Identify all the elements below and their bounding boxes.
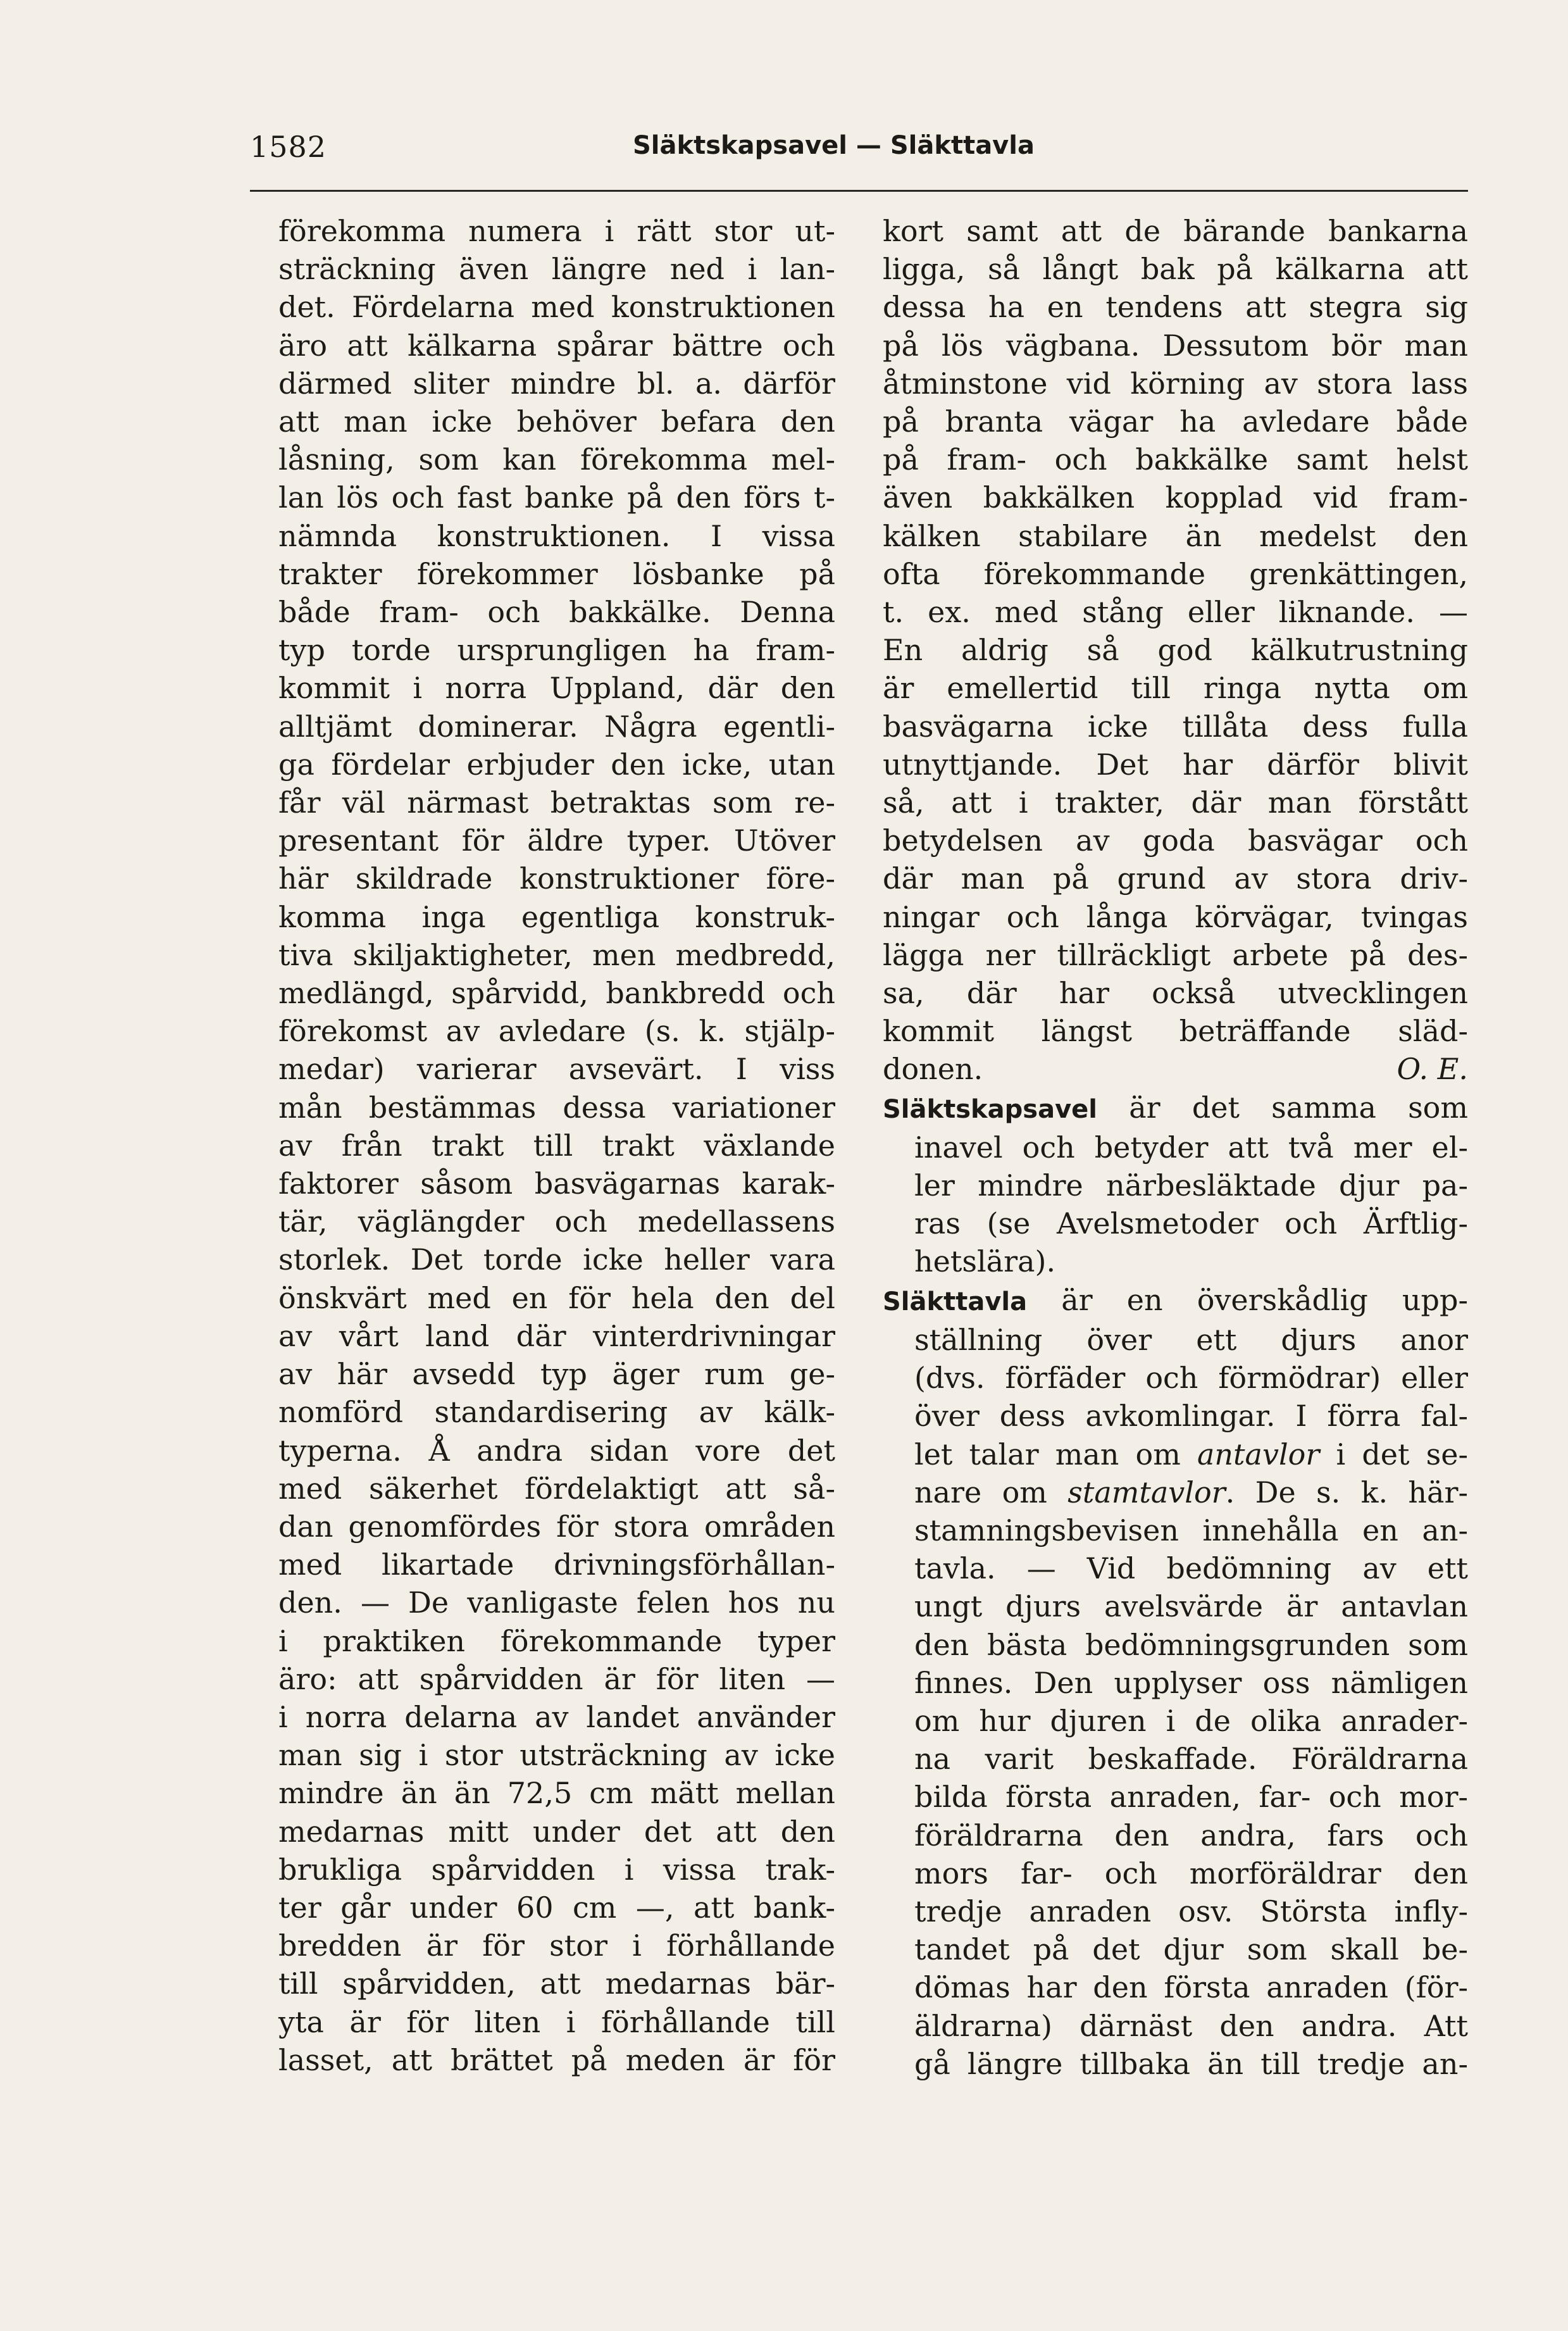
text-line: utnyttjande. Det har därför blivit [883,747,1468,782]
text-line: äldrarna) därnäst den andra. Att [914,2008,1468,2043]
left-column [278,212,835,2079]
text-line: föräldrarna den andra, fars och [914,1818,1468,1853]
header-rule [250,190,1468,192]
text-line: alltjämt dominerar. Några egentli- [278,709,835,744]
text-segment: . De s. k. här- [1225,1475,1468,1509]
text-line: (dvs. förfäder och förmödrar) eller [914,1361,1468,1396]
text-line: komma inga egentliga konstruk- [278,899,835,934]
text-line: även bakkälken kopplad vid fram- [883,480,1468,515]
text-line: får väl närmast betraktas som re- [278,785,835,820]
author-signature: O. E. [1397,1052,1468,1087]
text-line: gå längre tillbaka än till tredje an- [914,2046,1468,2081]
text-line: trakter förekommer lösbanke på [278,556,835,591]
italic-term: antavlor [1197,1437,1320,1472]
text-line: medar) varierar avsevärt. I viss [278,1052,835,1087]
text-line: äro att kälkarna spårar bättre och [278,328,835,363]
text-line: lasset, att brättet på meden är för [278,2042,835,2077]
text-line: av från trakt till trakt växlande [278,1128,835,1163]
text-line: av här avsedd typ äger rum ge- [278,1357,835,1392]
text-line [883,1473,1468,1511]
entry-slakttavla-first-line [883,1281,1468,1321]
text-line: på lös vägbana. Dessutom bör man [883,328,1468,363]
text-line: den. — De vanligaste felen hos nu [278,1585,835,1620]
entry-slaktskapsavel-first-line [883,1089,1468,1128]
text-line: med likartade drivningsförhållan- [278,1547,835,1582]
text-line: kälken stabilare än medelst den [883,518,1468,553]
headword-slaktskapsavel: Släktskapsavel [883,1094,1097,1124]
entry-text: är det samma som [1097,1090,1468,1125]
text-line: typerna. Å andra sidan vore det [278,1433,835,1468]
text-line: faktorer såsom basvägarnas karak- [278,1166,835,1201]
text-line: typ torde ursprungligen ha fram- [278,633,835,668]
text-line: önskvärt med en för hela den del [278,1280,835,1315]
text-line: hetslära). [914,1244,1056,1279]
text-line: na varit beskaffade. Föräldrarna [914,1742,1468,1777]
text-line: tavla. — Vid bedömning av ett [914,1551,1468,1586]
text-line: brukliga spårvidden i vissa trak- [278,1852,835,1887]
text-line: sa, där har också utvecklingen [883,976,1468,1011]
text-line: ligga, så långt bak på kälkarna att [883,252,1468,287]
text-line: det. Fördelarna med konstruktionen [278,290,835,325]
text-line: med säkerhet fördelaktigt att så- [278,1471,835,1506]
text-line: ter går under 60 cm —, att bank- [278,1890,835,1925]
text-line: den bästa bedömningsgrunden som [914,1627,1468,1662]
text-segment: let talar man om [914,1437,1197,1472]
text-line: kort samt att de bärande bankarna [883,214,1468,248]
text-line: t. ex. med stång eller liknande. — [883,595,1468,630]
text-line: av vårt land där vinterdrivningar [278,1318,835,1353]
text-line: ungt djurs avelsvärde är antavlan [914,1589,1468,1624]
text-line: dan genomfördes för stora områden [278,1509,835,1544]
text-line: ställning över ett djurs anor [914,1322,1468,1357]
text-line: medarnas mitt under det att den [278,1814,835,1849]
text-line [883,1435,1468,1473]
text-line: man sig i stor utsträckning av icke [278,1738,835,1773]
text-line: sträckning även längre ned i lan- [278,252,835,287]
text-line: bilda första anraden, far- och mor- [914,1780,1468,1815]
text-line: på branta vägar ha avledare både [883,404,1468,439]
text-line: ras (se Avelsmetoder och Ärftlig- [914,1206,1468,1241]
text-segment: nare om [914,1475,1068,1509]
text-line: mors far- och morföräldrar den [914,1856,1468,1890]
page-number: 1582 [250,130,327,164]
text-line [883,1050,1468,1088]
text-line: ofta förekommande grenkättingen, [883,556,1468,591]
text-line: En aldrig så god kälkutrustning [883,633,1468,668]
text-line: lägga ner tillräckligt arbete på des- [883,937,1468,972]
text-line: lan lös och fast banke på den förs t- [278,480,835,515]
text-line: där man på grund av stora driv- [883,861,1468,896]
text-line: mån bestämmas dessa variationer [278,1090,835,1125]
text-line: bredden är för stor i förhållande [278,1928,835,1963]
text-line: äro: att spårvidden är för liten — [278,1661,835,1696]
text-line: nomförd standardisering av kälk- [278,1395,835,1430]
text-line: dessa ha en tendens att stegra sig [883,290,1468,325]
text-line: ga fördelar erbjuder den icke, utan [278,747,835,782]
text-line: medlängd, spårvidd, bankbredd och [278,976,835,1011]
text-line: stamningsbevisen innehålla en an- [914,1513,1468,1547]
text-line: på fram- och bakkälke samt helst [883,442,1468,477]
headword-slakttavla: Släkttavla [883,1287,1028,1316]
text-line: kommit i norra Uppland, där den [278,671,835,706]
text-line: ningar och långa körvägar, tvingas [883,899,1468,934]
text-line: betydelsen av goda basvägar och [883,823,1468,858]
text-line: förekomma numera i rätt stor ut- [278,214,835,248]
text-line: åtminstone vid körning av stora lass [883,366,1468,401]
text-line: inavel och betyder att två mer el- [914,1130,1468,1165]
text-line: storlek. Det torde icke heller vara [278,1242,835,1277]
text-line: finnes. Den upplyser oss nämligen [914,1665,1468,1700]
text-line: över dess avkomlingar. I förra fal- [914,1399,1468,1434]
italic-term: stamtavlor [1067,1475,1226,1509]
text-line: dömas har den första anraden (för- [914,1970,1468,2005]
text-line: till spårvidden, att medarnas bär- [278,1966,835,2001]
text-line: mindre än än 72,5 cm mätt mellan [278,1776,835,1811]
text-line: i praktiken förekommande typer [278,1623,835,1658]
closing-word: donen. [883,1052,983,1087]
text-line: basvägarna icke tillåta dess fulla [883,709,1468,744]
right-column [883,212,1468,2083]
text-line: att man icke behöver befara den [278,404,835,439]
entry-text: är en överskådlig upp- [1027,1282,1468,1317]
text-line: kommit längst beträffande släd- [883,1014,1468,1049]
text-segment: i det se- [1319,1437,1468,1472]
text-line: yta är för liten i förhållande till [278,2004,835,2039]
text-line: om hur djuren i de olika anrader- [914,1703,1468,1738]
text-line: tär, väglängder och medellassens [278,1204,835,1239]
text-line: förekomst av avledare (s. k. stjälp- [278,1014,835,1049]
text-line: låsning, som kan förekomma mel- [278,442,835,477]
text-line: tredje anraden osv. Största infly- [914,1894,1468,1928]
text-line: nämnda konstruktionen. I vissa [278,518,835,553]
text-line: här skildrade konstruktioner före- [278,861,835,896]
text-line: är emellertid till ringa nytta om [883,671,1468,706]
running-head: Släktskapsavel — Släkttavla [633,131,1035,160]
text-line: tandet på det djur som skall be- [914,1932,1468,1967]
text-line: både fram- och bakkälke. Denna [278,595,835,630]
text-line: tiva skiljaktigheter, men medbredd, [278,937,835,972]
text-line: i norra delarna av landet använder [278,1699,835,1734]
text-line: så, att i trakter, där man förstått [883,785,1468,820]
text-line: därmed sliter mindre bl. a. därför [278,366,835,401]
text-line: presentant för äldre typer. Utöver [278,823,835,858]
text-line: ler mindre närbesläktade djur pa- [914,1168,1468,1203]
